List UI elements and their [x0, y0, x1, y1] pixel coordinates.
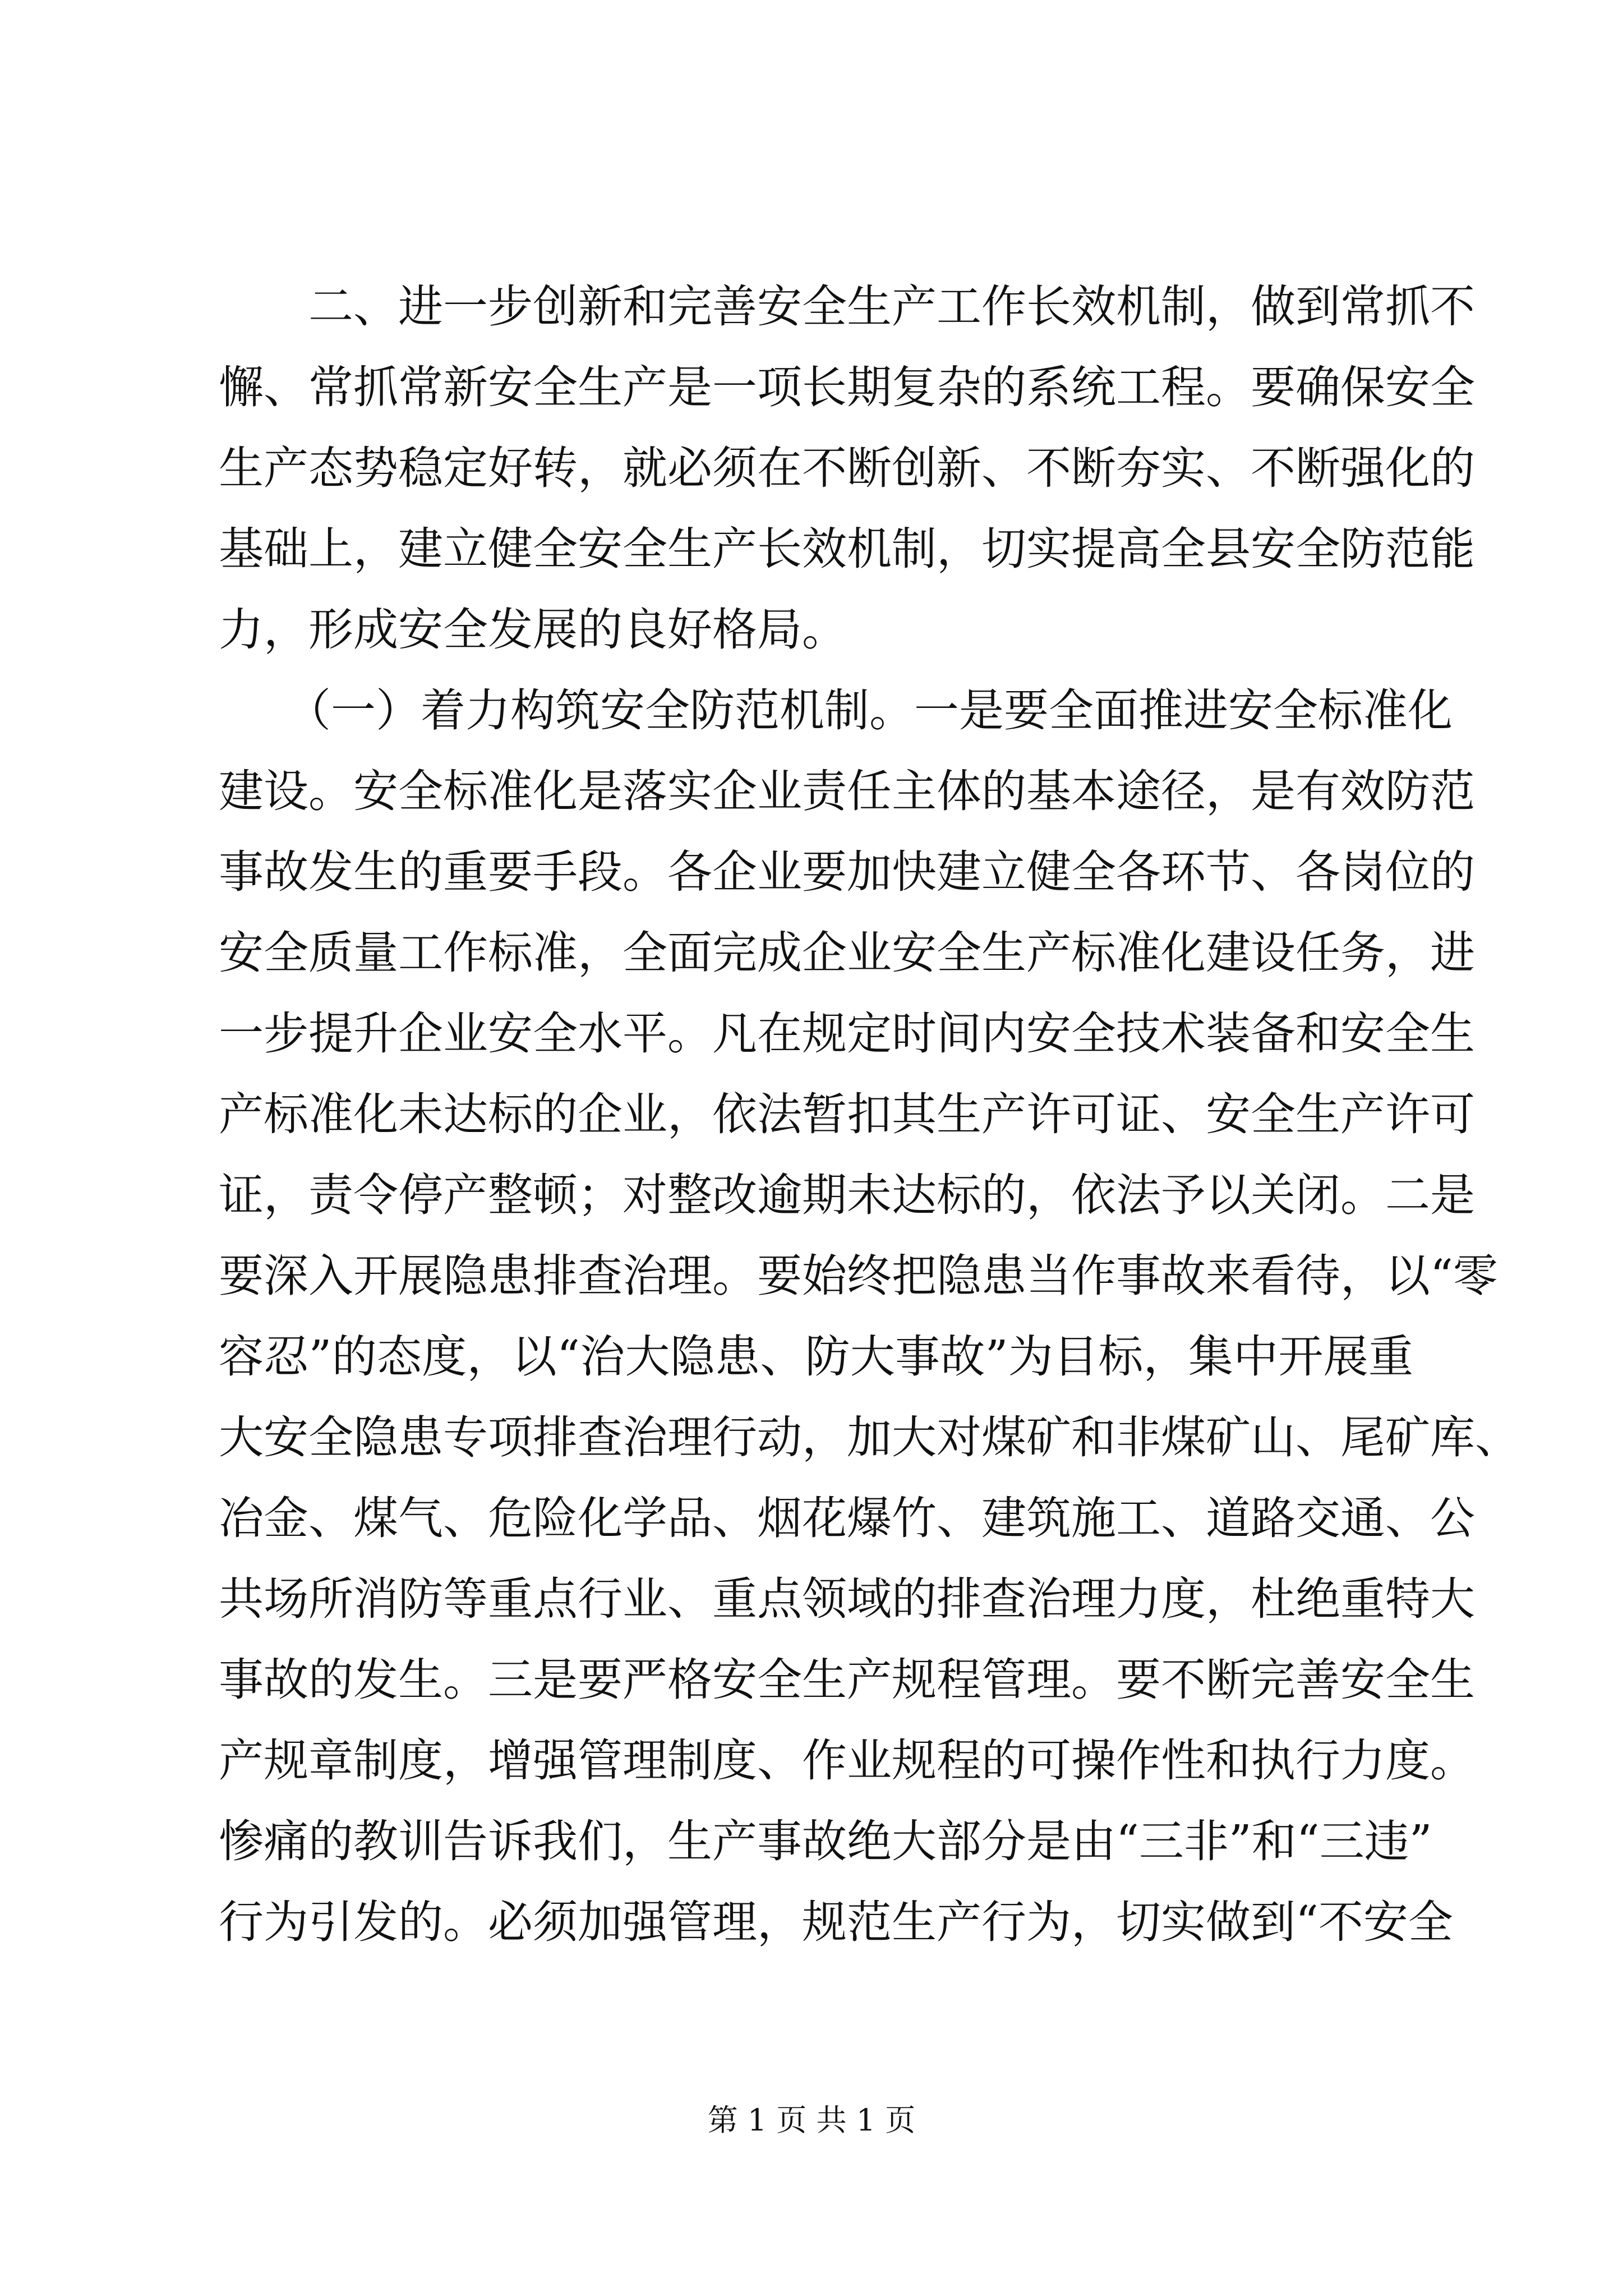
- body-text: [219, 266, 1520, 1963]
- text-line-6: （一）着力构筑安全防范机制。一是要全面推进安全标准化: [219, 684, 1453, 737]
- text-line-21: 行为引发的。必须加强管理，规范生产行为，切实做到“不安全: [219, 1896, 1453, 1948]
- text-line-1: 二、进一步创新和完善安全生产工作长效机制，做到常抓不: [219, 280, 1475, 333]
- text-line-15: 大安全隐患专项排查治理行动，加大对煤矿和非煤矿山、尾矿库、: [219, 1411, 1520, 1464]
- text-line-20: 惨痛的教训告诉我们，生产事故绝大部分是由“三非”和“三违”: [219, 1815, 1432, 1867]
- text-line-4: 基础上，建立健全安全生产长效机制，切实提高全县安全防范能: [219, 523, 1475, 575]
- text-line-10: 一步提升企业安全水平。凡在规定时间内安全技术装备和安全生: [219, 1007, 1475, 1060]
- text-line-18: 事故的发生。三是要严格安全生产规程管理。要不断完善安全生: [219, 1654, 1475, 1706]
- page-number-label: 第 1 页 共 1 页: [707, 2102, 916, 2138]
- text-line-9: 安全质量工作标准，全面完成企业安全生产标准化建设任务，进: [219, 927, 1475, 979]
- text-line-5: 力，形成安全发展的良好格局。: [219, 604, 847, 656]
- text-line-16: 冶金、煤气、危险化学品、烟花爆竹、建筑施工、道路交通、公: [219, 1492, 1475, 1544]
- text-line-13: 要深入开展隐患排查治理。要始终把隐患当作事故来看待，以“零: [219, 1250, 1498, 1302]
- text-line-2: 懈、常抓常新安全生产是一项长期复杂的系统工程。要确保安全: [219, 361, 1475, 413]
- text-line-19: 产规章制度，增强管理制度、作业规程的可操作性和执行力度。: [219, 1734, 1475, 1787]
- text-line-3: 生产态势稳定好转，就必须在不断创新、不断夯实、不断强化的: [219, 442, 1475, 494]
- text-line-14: 容忍”的态度，以“治大隐患、防大事故”为目标，集中开展重: [219, 1331, 1413, 1383]
- text-line-17: 共场所消防等重点行业、重点领域的排查治理力度，杜绝重特大: [219, 1573, 1475, 1625]
- text-line-12: 证，责令停产整顿；对整改逾期未达标的，依法予以关闭。二是: [219, 1169, 1475, 1221]
- text-line-7: 建设。安全标准化是落实企业责任主体的基本途径，是有效防范: [219, 765, 1475, 817]
- text-line-11: 产标准化未达标的企业，依法暂扣其生产许可证、安全生产许可: [219, 1088, 1475, 1140]
- text-line-8: 事故发生的重要手段。各企业要加快建立健全各环节、各岗位的: [219, 846, 1475, 898]
- page-footer: [0, 2098, 1623, 2143]
